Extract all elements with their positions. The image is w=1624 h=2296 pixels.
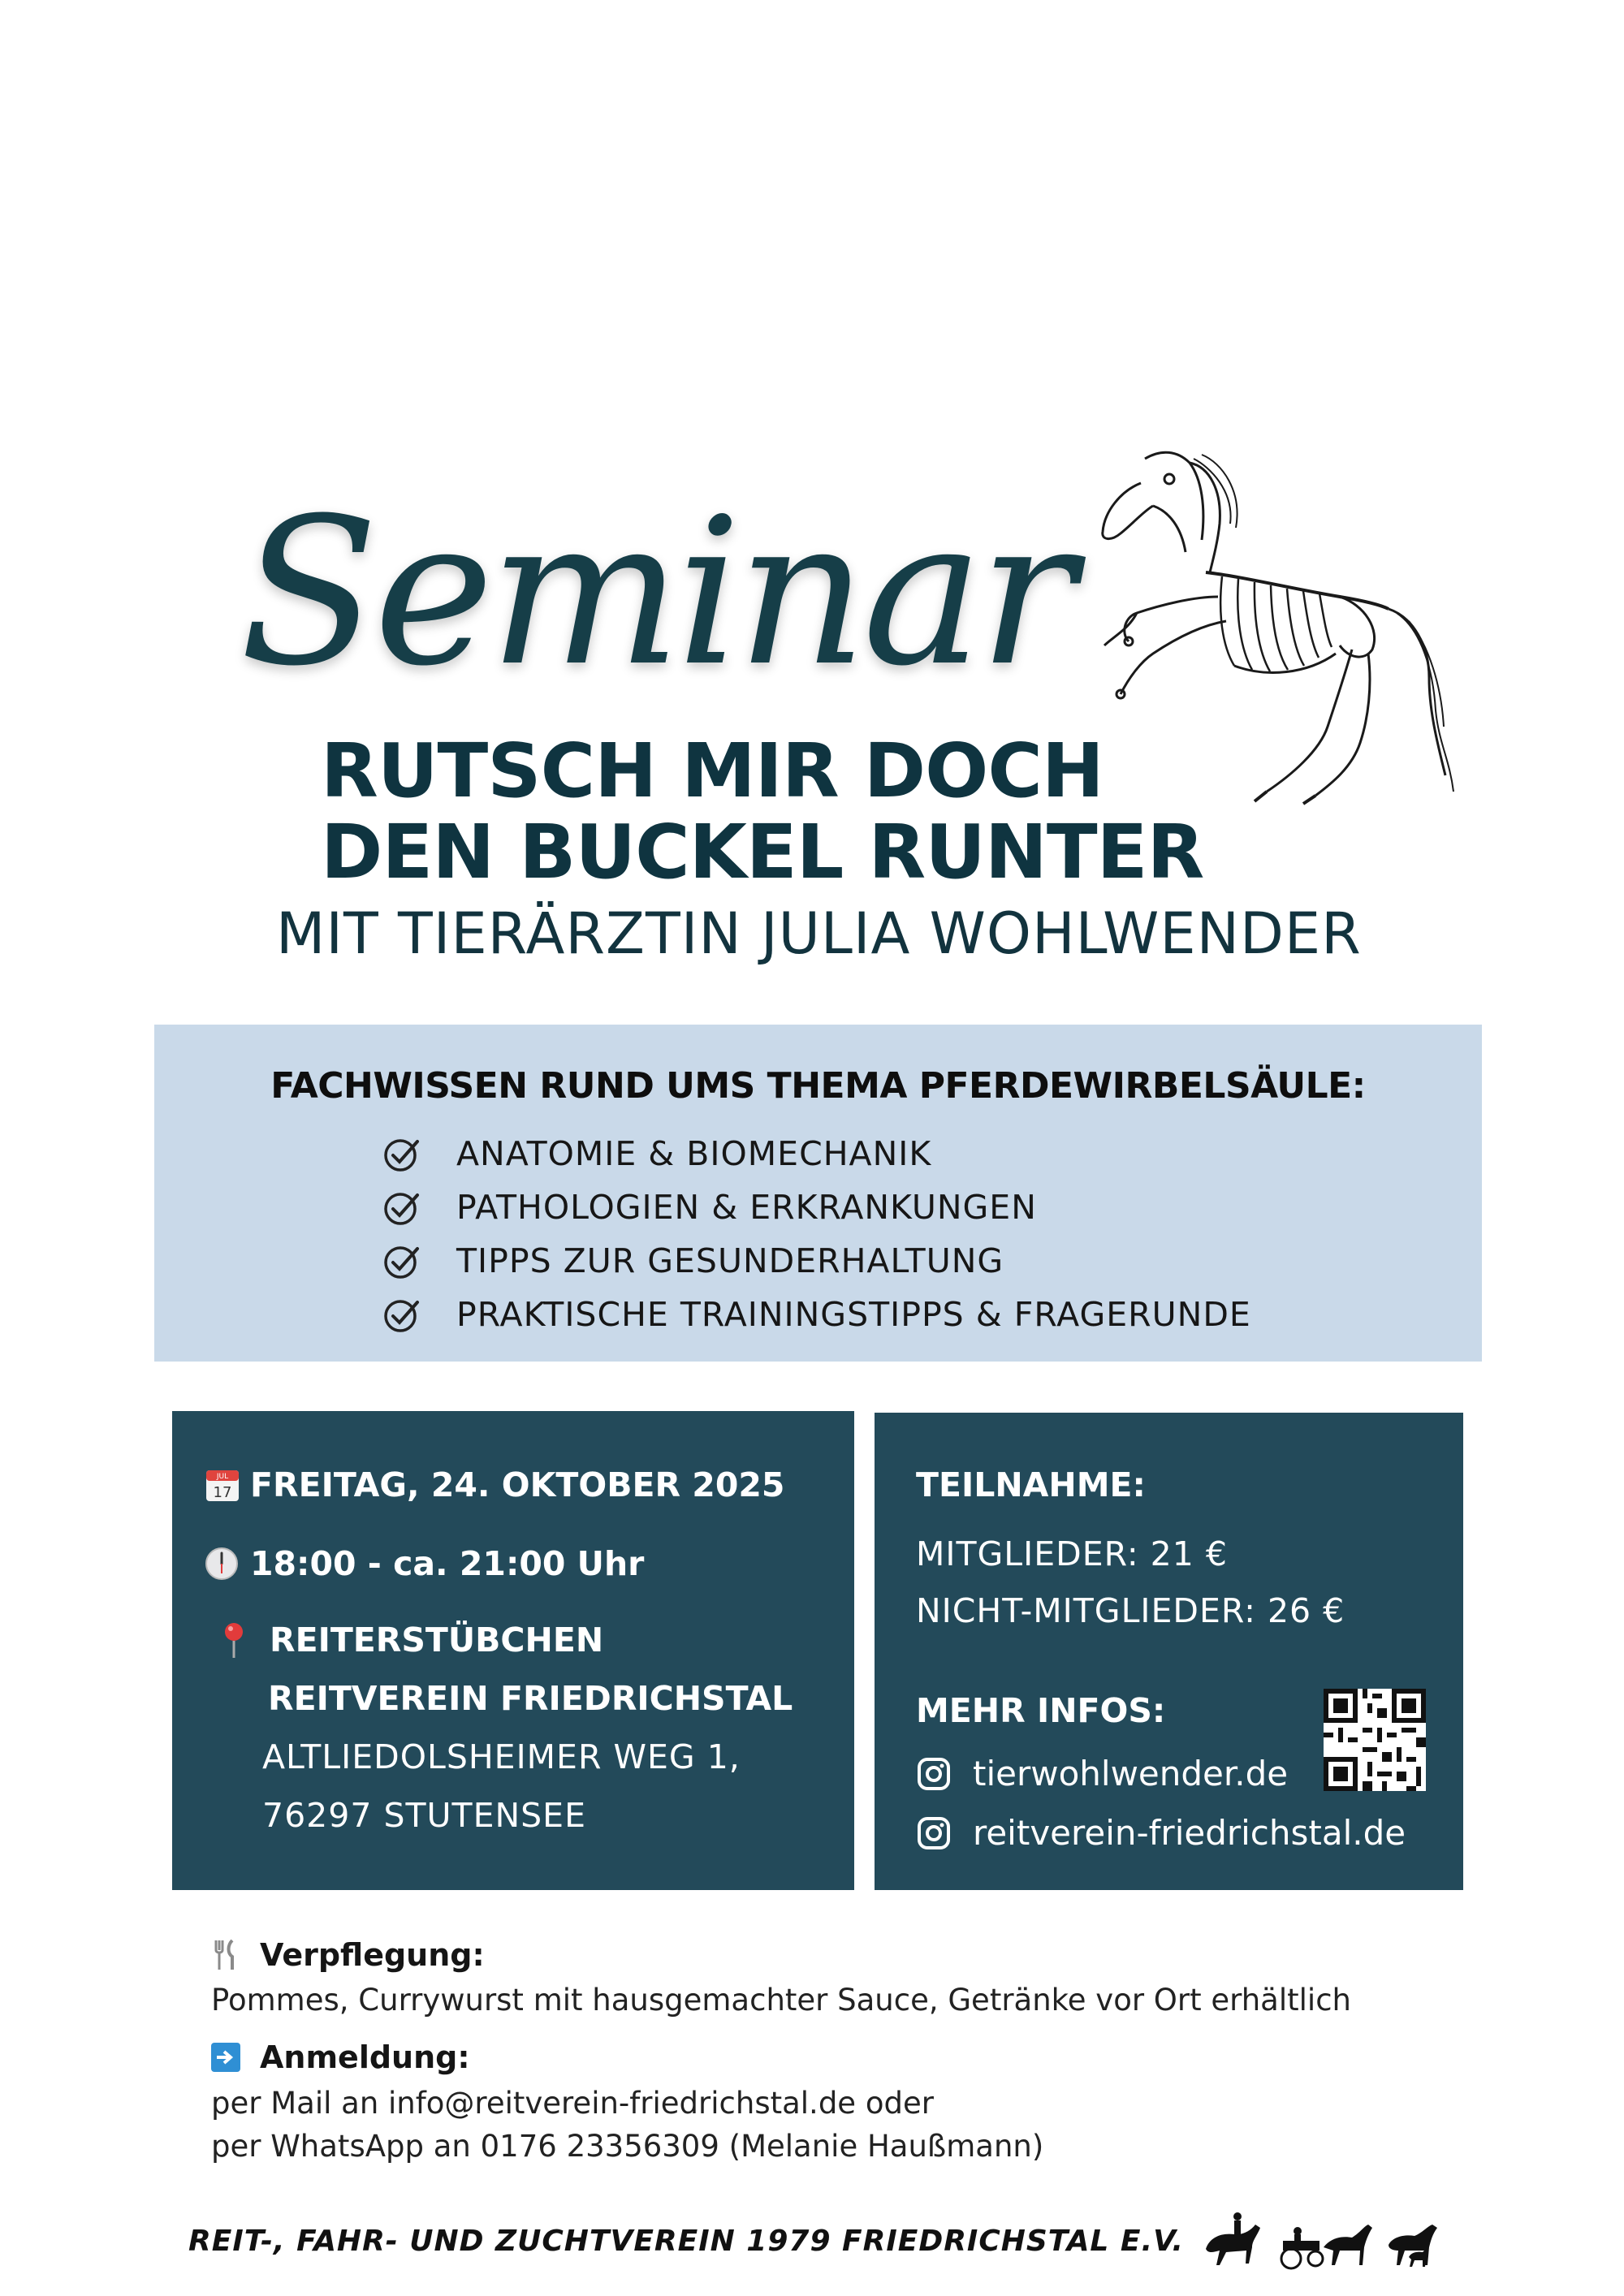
headline-line2: DEN BUCKEL RUNTER: [321, 809, 1204, 896]
subtitle-speaker: MIT TIERÄRZTIN JULIA WOHLWENDER: [276, 900, 1362, 967]
link-row-2[interactable]: [916, 1813, 1406, 1853]
registration-row: [211, 2039, 470, 2075]
event-date: FREITAG, 24. OKTOBER 2025: [250, 1465, 785, 1504]
clock-icon: [205, 1547, 239, 1581]
date-row: [205, 1465, 784, 1504]
location-name: REITERSTÜBCHEN: [270, 1621, 604, 1659]
check-circle-icon: [382, 1187, 422, 1228]
arrow-right-icon: [211, 2043, 240, 2072]
price-members: MITGLIEDER: 21 €: [916, 1534, 1228, 1573]
link-reitverein[interactable]: reitverein-friedrichstal.de: [973, 1813, 1406, 1853]
topics-list: [382, 1127, 1437, 1341]
headline-line1: RUTSCH MIR DOCH: [321, 727, 1104, 814]
svg-text:JUL: JUL: [216, 1473, 229, 1481]
registration-line2: per WhatsApp an 0176 23356309 (Melanie Haußmann): [211, 2129, 1044, 2164]
instagram-icon: [916, 1756, 952, 1792]
registration-label: Anmeldung:: [260, 2039, 470, 2075]
list-item: [382, 1288, 1437, 1341]
address-line2: 76297 STUTENSEE: [262, 1796, 586, 1835]
instagram-icon: [916, 1815, 952, 1851]
svg-text:17: 17: [213, 1484, 232, 1501]
topic-text: PATHOLOGIEN & ERKRANKUNGEN: [456, 1188, 1037, 1227]
more-info-heading: MEHR INFOS:: [916, 1691, 1166, 1730]
check-circle-icon: [382, 1241, 422, 1281]
topic-text: TIPPS ZUR GESUNDERHALTUNG: [456, 1241, 1004, 1280]
calendar-icon: [205, 1467, 240, 1503]
catering-label: Verpflegung:: [260, 1937, 485, 1973]
seminar-script-title: Seminar: [240, 474, 1071, 710]
pin-icon: [219, 1621, 248, 1659]
list-item: [382, 1234, 1437, 1288]
topic-text: ANATOMIE & BIOMECHANIK: [456, 1134, 932, 1173]
participation-heading: TEILNAHME:: [916, 1465, 1146, 1504]
club-name-footer: REIT-, FAHR- UND ZUCHTVEREIN 1979 FRIEDRICHSTAL E.V.: [188, 2225, 1185, 2258]
qr-code[interactable]: [1324, 1689, 1426, 1791]
catering-text: Pommes, Currywurst mit hausgemachter Sauce, Getränke vor Ort erhältlich: [211, 1983, 1351, 2018]
list-item: [382, 1127, 1437, 1180]
fork-knife-icon: [211, 1939, 240, 1971]
topics-title: FACHWISSEN RUND UMS THEMA PFERDEWIRBELSÄULE:: [270, 1065, 1366, 1107]
equestrian-logos: [1202, 2200, 1445, 2273]
catering-row: [211, 1937, 485, 1973]
list-item: [382, 1180, 1437, 1234]
time-row: [205, 1544, 644, 1583]
check-circle-icon: [382, 1294, 422, 1335]
check-circle-icon: [382, 1133, 422, 1174]
location-club: REITVEREIN FRIEDRICHSTAL: [268, 1679, 793, 1718]
link-row-1[interactable]: [916, 1754, 1288, 1793]
event-time: 18:00 - ca. 21:00 Uhr: [250, 1544, 645, 1583]
location-row: [219, 1621, 603, 1659]
link-tierwohlwender[interactable]: tierwohlwender.de: [973, 1754, 1289, 1793]
price-non-members: NICHT-MITGLIEDER: 26 €: [916, 1591, 1345, 1630]
topic-text: PRAKTISCHE TRAININGSTIPPS & FRAGERUNDE: [456, 1295, 1251, 1334]
registration-line1: per Mail an info@reitverein-friedrichstal.de oder: [211, 2086, 934, 2121]
address-line1: ALTLIEDOLSHEIMER WEG 1,: [262, 1737, 741, 1776]
